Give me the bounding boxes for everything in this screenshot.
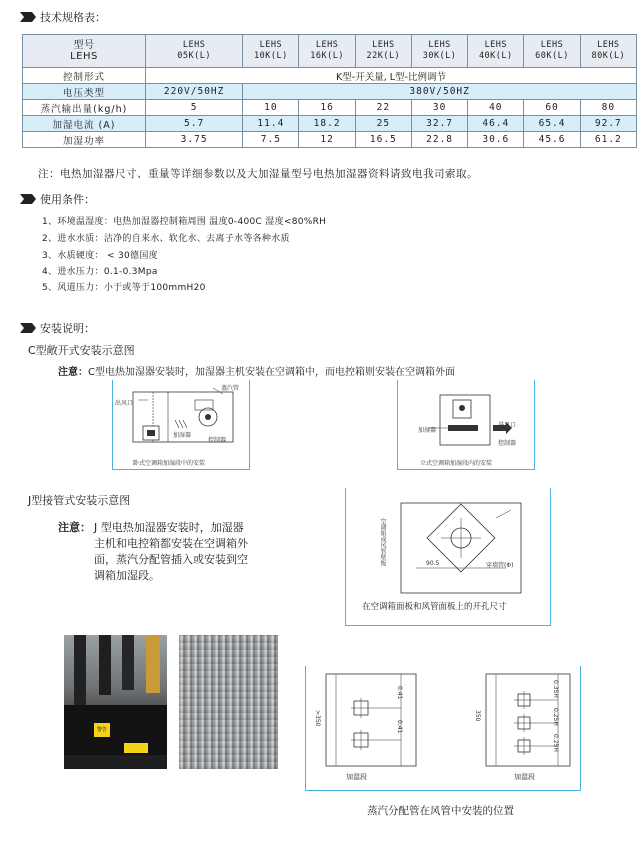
condition-item: 1、环境温湿度：电热加湿器控制箱周围 温度0-400C 湿度<80%RH <box>42 217 327 227</box>
table-cell: 7.5 <box>243 132 299 148</box>
table-cell: 16.5 <box>355 132 411 148</box>
condition-item: 3、水质硬度： < 30德国度 <box>42 251 158 261</box>
spec-table <box>22 34 637 148</box>
model-cell <box>355 35 411 68</box>
table-cell: 18.2 <box>299 116 355 132</box>
table-row <box>23 116 637 132</box>
model-line: LEHS <box>484 40 508 50</box>
figure-label: 加湿器 <box>173 432 192 439</box>
figure-label: 穿墙管(Φ) <box>486 562 514 569</box>
dimension-label: 350 <box>474 710 481 722</box>
table-cell: 22.8 <box>411 132 467 148</box>
j-type-figure <box>345 488 551 626</box>
figure-label: 蒸汽管 <box>221 385 240 392</box>
model-line: 30K(L) <box>422 51 457 61</box>
condition-item: 5、风道压力：小于或等于100mmH20 <box>42 283 206 293</box>
voltage-cell: 380V/50HZ <box>243 84 637 100</box>
figure-label: 加湿器 <box>418 427 437 434</box>
table-note: 注：电热加湿器尺寸、重量等详细参数以及大加湿量型号电热加湿器资料请致电我司索取。 <box>38 168 478 180</box>
model-line: LEHS <box>428 40 451 50</box>
table-cell: 32.7 <box>411 116 467 132</box>
header-label-line: 型号 <box>73 40 95 51</box>
table-cell: 65.4 <box>524 116 580 132</box>
model-cell <box>411 35 467 68</box>
model-line: 40K(L) <box>478 51 513 61</box>
figure-label: 进风口 <box>498 422 517 429</box>
header-label-line: LEHS <box>70 51 98 62</box>
model-cell <box>146 35 243 68</box>
chevron-right-icon <box>20 323 36 333</box>
figure-label: 控制器 <box>208 437 227 444</box>
model-cell <box>524 35 580 68</box>
pipe-shape <box>146 635 160 693</box>
table-row <box>23 84 637 100</box>
section-header-tech-spec <box>20 9 106 25</box>
table-cell: 22 <box>355 100 411 116</box>
section-title: 安装说明： <box>40 322 95 335</box>
warning-label <box>124 743 148 753</box>
condition-item: 4、进水压力：0.1-0.3Mpa <box>42 267 158 277</box>
table-cell: 12 <box>299 132 355 148</box>
model-line: 22K(L) <box>366 51 401 61</box>
chevron-right-icon <box>20 194 36 204</box>
table-cell: 30 <box>411 100 467 116</box>
distribution-pipe-photo <box>179 635 278 769</box>
c-type-figure-horizontal <box>112 380 250 470</box>
figure-caption: 立式空调箱加湿段内的安装 <box>420 460 493 467</box>
c-type-title: C型敞开式安装示意图 <box>28 344 135 357</box>
note-body <box>94 520 248 584</box>
model-line: 80K(L) <box>591 51 626 61</box>
dimension-label: >350 <box>314 710 321 727</box>
figure-caption: 在空调箱面板和风管面板上的开孔尺寸 <box>362 602 507 612</box>
model-line: 16K(L) <box>310 51 344 61</box>
model-line: LEHS <box>182 40 206 50</box>
dimension-label: 0.41 <box>396 720 403 734</box>
table-header-row <box>23 35 637 68</box>
chevron-right-icon <box>20 12 36 22</box>
table-cell: 45.6 <box>524 132 580 148</box>
model-line: LEHS <box>259 40 283 50</box>
pipe-position-figure <box>305 666 581 791</box>
model-line: LEHS <box>372 40 395 50</box>
section-title: 使用条件： <box>40 193 95 206</box>
model-line: 05K(L) <box>177 51 211 61</box>
model-cell <box>299 35 355 68</box>
figure-label: 空调箱或风管壁板 <box>379 518 386 566</box>
c-type-figure-vertical <box>397 380 535 470</box>
model-line: 60K(L) <box>535 51 569 61</box>
bottom-caption: 蒸汽分配管在风管中安装的位置 <box>367 805 514 817</box>
dimension-label: 0.25H <box>552 708 559 726</box>
pipe-position-diagram <box>306 666 580 776</box>
section-header-conditions <box>20 191 95 207</box>
j-type-note <box>58 520 288 584</box>
row-label: 加湿功率 <box>23 132 146 148</box>
c-type-note <box>58 363 455 378</box>
table-cell: 5.7 <box>146 116 243 132</box>
section-title: 技术规格表： <box>40 11 106 24</box>
dimension-label: 0.25H <box>552 734 559 752</box>
row-label: 控制形式 <box>23 68 146 84</box>
condition-item: 2、进水水质：洁净的自来水、软化水、去离子水等各种水质 <box>42 234 290 244</box>
fin-overlay <box>179 635 278 769</box>
table-row <box>23 132 637 148</box>
dimension-label: 0.41 <box>396 686 403 700</box>
table-cell: 11.4 <box>243 116 299 132</box>
note-label: 注意： <box>58 521 91 534</box>
figure-caption: 卧式空调箱加湿段中的安装 <box>133 460 206 467</box>
table-cell: 3.75 <box>146 132 243 148</box>
note-row <box>58 520 288 584</box>
note-label: 注意： <box>58 367 88 378</box>
table-row <box>23 68 637 84</box>
table-cell: 16 <box>299 100 355 116</box>
humidifier-photo <box>64 635 167 769</box>
pipe-shape <box>74 635 86 705</box>
row-label: 加湿电流 (A) <box>23 116 146 132</box>
model-cell <box>243 35 299 68</box>
model-line: LEHS <box>540 40 564 50</box>
pipe-shape <box>99 635 111 695</box>
warning-label <box>94 723 110 737</box>
note-line: J 型电热加湿器安装时，加湿器 <box>94 521 244 534</box>
note-text: C型电热加湿器安装时，加湿器主机安装在空调箱中，而电控箱则安装在空调箱外面 <box>88 367 455 378</box>
table-cell: 25 <box>355 116 411 132</box>
section-header-install <box>20 320 95 336</box>
note-line: 面，蒸汽分配管插入或安装到空 <box>94 553 248 566</box>
model-line: LEHS <box>597 40 620 50</box>
opening-dimension-diagram <box>346 488 550 603</box>
table-cell: 10 <box>243 100 299 116</box>
j-type-title: J型接管式安装示意图 <box>28 494 131 507</box>
table-cell: 30.6 <box>468 132 524 148</box>
warning-text: 警告 <box>96 727 107 733</box>
table-cell: 61.2 <box>580 132 636 148</box>
table-cell: 46.4 <box>468 116 524 132</box>
model-cell <box>468 35 524 68</box>
model-line: 10K(L) <box>254 51 288 61</box>
note-line: 调箱加湿段。 <box>94 569 160 582</box>
table-cell: 80 <box>580 100 636 116</box>
voltage-cell: 220V/50HZ <box>146 84 243 100</box>
dimension-label: 0.35H <box>552 680 559 698</box>
note-line: 主机和电控箱都安装在空调箱外 <box>94 537 248 550</box>
table-cell: 5 <box>146 100 243 116</box>
row-label: 电压类型 <box>23 84 146 100</box>
table-row <box>23 100 637 116</box>
table-cell: 40 <box>468 100 524 116</box>
figure-label: 控制器 <box>498 440 517 447</box>
figure-label: 加湿段 <box>346 773 367 781</box>
table-cell: 92.7 <box>580 116 636 132</box>
row-label: 蒸汽输出量(kg/h) <box>23 100 146 116</box>
figure-label: 90.5 <box>426 560 440 567</box>
pipe-shape <box>122 635 134 690</box>
model-cell <box>580 35 636 68</box>
figure-label: 加湿段 <box>514 773 535 781</box>
control-value-cell: K型-开关量, L型-比例调节 <box>146 68 637 84</box>
unit-body <box>64 705 167 755</box>
header-label-cell <box>23 35 146 68</box>
figure-label: 出风口 <box>115 400 134 407</box>
model-line: LEHS <box>315 40 339 50</box>
table-cell: 60 <box>524 100 580 116</box>
